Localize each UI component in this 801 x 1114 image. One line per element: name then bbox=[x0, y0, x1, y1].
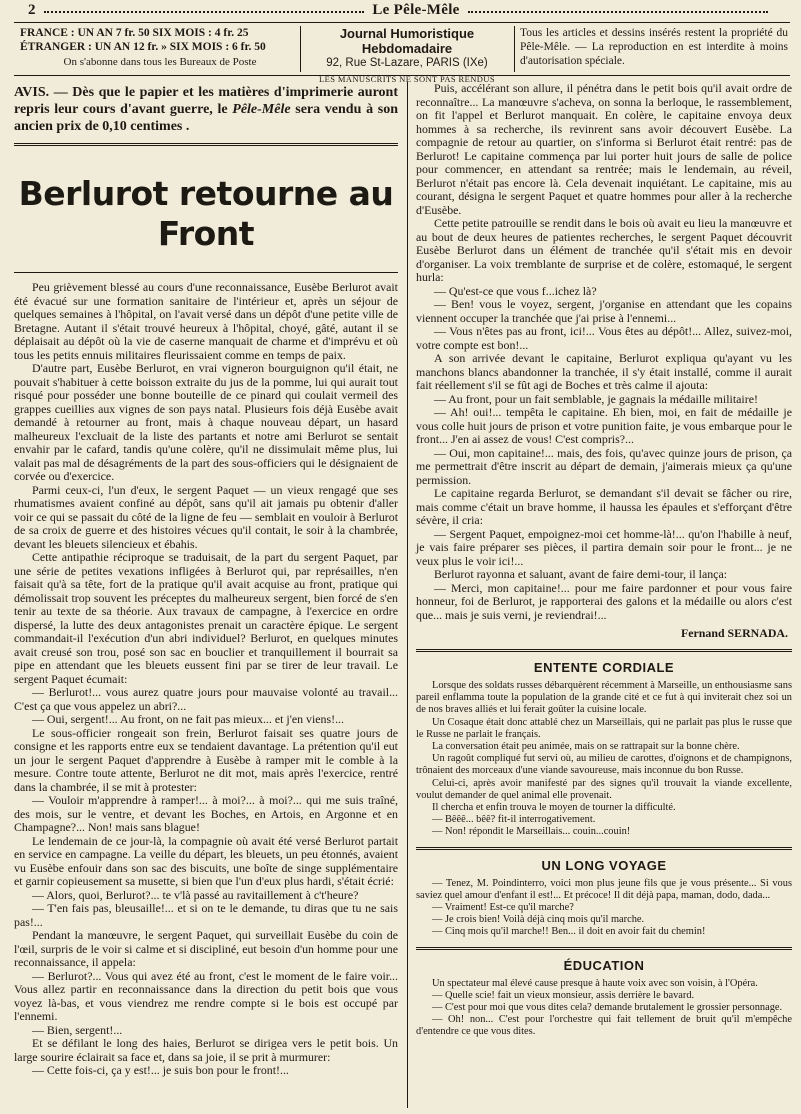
article-paragraph: Et se défilant le long des haies, Berlurot se dirigea vers le petit bois. Un large sourire éclairait sa face et, dans sa joie, il se prit à murmurer: bbox=[14, 1036, 398, 1064]
section-paragraph: Un spectateur mal élevé cause presque à haute voix avec son voisin, à l'Opéra. bbox=[432, 977, 758, 989]
article-paragraph: — T'en fais pas, bleusaille!... et si on te le demande, tu diras que tu ne sais pas!... bbox=[14, 901, 398, 929]
article-paragraph: Le sous-officier rongeait son frein, Berlurot faisait ses quatre jours de consigne et les rapports entre eux se tendaient davantage. La prétention qu'il eut un jour le sergent Paquet d'apprendre à Eusèbe à ramper mit le comble à la mesure. Contre toute attente, Berlurot ne dit mot, mais après l'exercice, rentré dans la chambrée, il se mit à protester: bbox=[14, 725, 398, 794]
article-paragraph: Puis, accélérant son allure, il pénétra dans le petit bois qu'il avait ordre de reconnaître... La manœuvre s'acheva, on sonna la berloque, le rassemblement, on fit l'appel et Berlurot manquait. En colère, le capitaine envoya deux hommes à sa recherche, ils revinrent sans avoir découvert Eusèbe. La compagnie de retour au quartier, on s'informa si Berlurot était rentré: pas de Berlurot! Le capitaine commença par lui porter huit jours de salle de police pour commencer, en attendant sa rentrée; mais le lendemain, au réveil, Berlurot n'était pas encore là. Cela devenait inquiétant. Le capitaine, mis au courant, désigna le sergent Paquet et quatre hommes pour aller à la recherche d'Eusèbe. bbox=[416, 81, 792, 217]
journal-title: Journal Humoristique Hebdomadaire bbox=[339, 26, 475, 56]
section-paragraph: — Quelle scie! fait un vieux monsieur, assis derrière le bavard. bbox=[432, 989, 695, 1001]
avis-lead: AVIS. bbox=[14, 85, 50, 100]
section-title: UN LONG VOYAGE bbox=[541, 857, 667, 873]
article-paragraph: — Oui, mon capitaine!... mais, des fois, qu'avec quinze jours de prison, ça me permettrait d'être inscrit au départ de demain, j'aimerais mieux ça qu'une permission. bbox=[416, 445, 792, 487]
article-body-right bbox=[416, 82, 792, 622]
avis-notice bbox=[14, 84, 398, 135]
journal-address: 92, Rue St-Lazare, PARIS (IXe) bbox=[326, 57, 488, 69]
subscription-france: FRANCE : UN AN 7 fr. 50 SIX MOIS : 4 fr. 25 bbox=[20, 27, 249, 39]
page-header bbox=[0, 0, 801, 84]
section-body bbox=[416, 978, 792, 1039]
article-paragraph: — Oui, sergent!... Au front, on ne fait pas mieux... et j'en viens!... bbox=[32, 712, 345, 726]
section-paragraph: — Cinq mois qu'il marche!! Ben... il doit en avoir fait du chemin! bbox=[432, 926, 706, 938]
article-paragraph: Le capitaine regarda Berlurot, se demandant s'il devait se fâcher ou rire, mais comme c'était un brave homme, il haussa les épaules et s'efforçant d'être sévère, il cria: bbox=[416, 486, 792, 527]
section-paragraph: — Tenez, M. Poindinterro, voici mon plus jeune fils que je vous présente... Si vous saviez quel amour d'enfant il est!... Et précoce! Il dit déjà papa, maman, dodo, dada... bbox=[416, 877, 792, 901]
article-paragraph: — Berlurot?... Vous qui avez été au front, c'est le moment de le faire voir... Vous allez partir en reconnaissance dans la direction du petit bois que vous voyez là-bas, et vous viendrez me rendre compte si le bois est occupé par l'ennemi. bbox=[14, 968, 398, 1023]
article-paragraph: — Alors, quoi, Berlurot?... te v'là passé au ravitaillement à c't'heure? bbox=[32, 887, 359, 902]
section-paragraph: — Non! répondit le Marseillais... couin...couin! bbox=[432, 826, 631, 838]
section-paragraph: — Bêêê... bêê? fit-il interrogativement. bbox=[432, 814, 596, 826]
header-rule bbox=[14, 22, 790, 23]
section-paragraph: Un Cosaque était donc attablé chez un Marseillais, qui ne parlait pas plus le russe que le Russe ne parlait le français. bbox=[416, 716, 792, 740]
section-paragraph: — Je crois bien! Voilà déjà cinq mois qu'il marche. bbox=[432, 914, 645, 926]
header-top-line bbox=[0, 2, 801, 22]
article-paragraph: D'autre part, Eusèbe Berlurot, en vrai vigneron bourguignon qu'il était, ne pouvait s'habituer à cette boisson extraite du jus de la pomme, lui qui aurait tout risqué pour posséder une bonne bouteille de ce pinard qui coulait vermeil des grappes cueillies aux vignes de son pays natal. Plusieurs fois déjà Eusèbe avait demandé à retourner au front, mais à chaque nouveau départ, un hasard malheureux l'excluait de la liste des partants et notre ami Berlurot se sentait envahir par le cafard, tandis qu'une colère, qu'il ne dissimulait même plus, lui valait pas mal de désagréments de la part des sous-officiers qui le désignaient de corvée ou d'exercice. bbox=[14, 361, 398, 483]
header-ornament-right bbox=[468, 11, 768, 15]
avis-text-before: — Dès que le papier et les matières d'imprimerie auront repris leur cours d'avant guerre, le bbox=[14, 85, 398, 117]
article-paragraph: — Bien, sergent!... bbox=[32, 1022, 123, 1037]
header-divider-2 bbox=[514, 26, 515, 72]
header-ornament-left bbox=[44, 11, 364, 15]
subscription-abroad: ÉTRANGER : UN AN 12 fr. » SIX MOIS : 6 fr. 50 bbox=[20, 41, 266, 53]
section-paragraph: Lorsque des soldats russes débarquèrent récemment à Marseille, un enthousiasme sans pareil enflamma toute la population de la grande cité et ce fut à qui inviterait chez soi un de nos braves alliés et lui ferait goûter la cuisine locale. bbox=[416, 680, 792, 716]
section-paragraph: Celui-ci, après avoir manifesté par des signes qu'il trouvait la viande excellente, voulut demander de quel animal elle provenait. bbox=[416, 777, 792, 801]
article-paragraph: — Cette fois-ci, ça y est!... je suis bon pour le front!... bbox=[32, 1063, 289, 1077]
article-paragraph: Peu grièvement blessé au cours d'une reconnaissance, Eusèbe Berlurot avait été évacué sur une formation sanitaire de l'intérieur et, après un séjour de quelques semaines à l'hôpital, on l'avait versé dans un dépôt d'une petite ville de Bretagne. Autant il s'était trouvé heureux à l'hôpital, choyé, gâté, autant il se déplaisait au dépôt où la vie de caserne manquait de charme et d'imprévu et où tous les petits ennuis militaires fleurissaient comme en temps de paix. bbox=[14, 280, 398, 362]
section-title: ENTENTE CORDIALE bbox=[533, 660, 675, 675]
header-bottom-rule bbox=[14, 75, 790, 76]
article-paragraph: Cette antipathie réciproque se traduisait, de la part du sergent Paquet, par une série de petites vexations infligées à Berlurot qui, par représailles, n'en faisait qu'à sa tête, fort de la pratique qu'il avait acquise au front, pratique qui démolissait trop souvent les préceptes du malheureux sergent, bien forcé de s'en tenir au texte de sa théorie. Aux travaux de campagne, à l'exercice en ordre dispersé, la lutte des deux antagonistes prenait un caractère épique. Le sergent commandait-il l'exécution d'un abri individuel? Berlurot, en quelques minutes avait creusé son trou, posé son sac en bouclier et tranquillement il bourrait sa pipe en attendant que les bleuets eussent fini par se tirer de leur travail. Le sergent Paquet écumait: bbox=[14, 550, 398, 686]
article-paragraph: Cette petite patrouille se rendit dans le bois où avait eu lieu la manœuvre et au bout de deux heures de patientes recherches, le sergent Paquet découvrit Eusèbe Berlurot dans un élément de tranchée qu'il s'était mis en devoir d'organiser. La voix tremblante de surprise et de colère, estomaqué, le sergent hurla: bbox=[416, 216, 792, 284]
section-rule bbox=[416, 649, 792, 652]
section-body bbox=[416, 878, 792, 939]
right-column bbox=[416, 82, 792, 1039]
section-body bbox=[416, 680, 792, 839]
section-paragraph: — Vraiment! Est-ce qu'il marche? bbox=[432, 902, 574, 914]
article-signature: Fernand SERNADA. bbox=[680, 626, 788, 640]
article-body-left bbox=[14, 281, 398, 1078]
article-paragraph: Berlurot rayonna et saluant, avant de faire demi-tour, il lança: bbox=[434, 567, 728, 581]
article-paragraph: — Merci, mon capitaine!... pour me faire pardonner et pour vous faire honneur, foi de Berlurot, je rapporterai des galons et la médaille ou alors c'est que... mais je suis verni, je reviendrai!... bbox=[416, 580, 792, 622]
title-rule bbox=[14, 272, 398, 273]
article-paragraph: — Sergent Paquet, empoignez-moi cet homme-là!... qu'on l'habille à neuf, je vais faire préparer ses pièces, il partira demain soir pour le front... je ne veux plus le voir ici!... bbox=[416, 526, 792, 568]
article-title: Berlurot retourne au Front bbox=[18, 174, 394, 253]
subscription-note: On s'abonne dans tous les Bureaux de Poste bbox=[63, 56, 257, 68]
article-paragraph: A son arrivée devant le capitaine, Berlurot expliqua qu'ayant vu les manchons blancs abandonner la tranchée, il s'y était installé, comme il aurait fait réellement s'il se fût agi de Boches et très calme il ajouta: bbox=[416, 351, 792, 392]
article-paragraph: — Vouloir m'apprendre à ramper!... à moi?... à moi?... qui me suis traîné, des mois, sur le ventre, et devant les Boches, en Artois, en Argonne et en Champagne?... Non! mais sans blague! bbox=[14, 793, 398, 834]
ornament-rule bbox=[14, 143, 398, 154]
rights-notice: Tous les articles et dessins insérés restent la propriété du Pêle-Mêle. — La reproduction en est interdite à moins d'autorisation spéciale. bbox=[520, 27, 788, 67]
journal-box bbox=[300, 26, 514, 87]
section-paragraph: La conversation était peu animée, mais on se rattrapait sur la bonne chère. bbox=[432, 741, 740, 753]
article-paragraph: — Ah! oui!... tempêta le capitaine. Eh bien, moi, en fait de médaille je vous colle huit jours de prison et votre punition faite, je vous embarque pour le front... J'en ai assez de vous! C'est compris?... bbox=[416, 405, 792, 446]
column-separator bbox=[407, 82, 408, 1108]
section-paragraph: — C'est pour moi que vous dites cela? demande brutalement le grossier personnage. bbox=[432, 1002, 783, 1014]
article-paragraph: — Vous n'êtes pas au front, ici!... Vous êtes au dépôt!... Allez, suivez-moi, votre compte est bon!... bbox=[416, 324, 792, 352]
article-paragraph: — Au front, pour un fait semblable, je gagnais la médaille militaire! bbox=[434, 391, 758, 406]
section-title: ÉDUCATION bbox=[563, 957, 645, 973]
left-column bbox=[14, 82, 398, 1078]
article-paragraph: Pendant la manœuvre, le sergent Paquet, qui surveillait Eusèbe du coin de l'œil, surpris de le voir si calme et si discipliné, eut besoin d'un homme pour une reconnaissance, il appela: bbox=[14, 928, 398, 969]
section-paragraph: Un ragoût compliqué fut servi où, au milieu de carottes, d'oignons et de champignons, trônaient des morceaux d'une viande savoureuse, mais inconnue du bon Russe. bbox=[416, 753, 792, 777]
section-rule bbox=[416, 847, 792, 850]
short-pieces bbox=[416, 649, 792, 1039]
subscription-box bbox=[20, 26, 300, 69]
section-rule bbox=[416, 947, 792, 950]
article-paragraph: — Qu'est-ce que vous f...ichez là? bbox=[434, 283, 597, 298]
section-paragraph: — Oh! non... C'est pour l'orchestre qui fait tellement de bruit qu'il m'empêche d'entendre ce que vous dites. bbox=[416, 1014, 792, 1038]
article-paragraph: — Ben! vous le voyez, sergent, j'organise en attendant que les copains viennent occuper la tranchée que j'ai prise à l'ennemi... bbox=[416, 297, 792, 325]
article-paragraph: — Berlurot!... vous aurez quatre jours pour mauvaise volonté au travail... C'est ça que vous appelez un abri?... bbox=[14, 685, 398, 713]
masthead: Le Pêle-Mêle bbox=[372, 2, 460, 18]
manuscripts-note: LES MANUSCRITS NE SONT PAS RENDUS bbox=[319, 74, 495, 84]
article-paragraph: Parmi ceux-ci, l'un d'eux, le sergent Paquet — un vieux rengagé que ses rhumatismes avaient confiné au dépôt, sans qu'il ait jamais pu obtenir d'aller voir ce qui se passait du côté de la ligne de feu — semblait en vouloir à Berlurot de sa croix de guerre et des histoires vécues qu'il contait, le soir à la chambrée, devant les bleuets silencieux et ébahis. bbox=[14, 482, 398, 551]
page-number: 2 bbox=[28, 2, 36, 18]
section-paragraph: Il chercha et enfin trouva le moyen de tourner la difficulté. bbox=[432, 802, 676, 814]
avis-text-after: sera vendu à son ancien prix de 0,10 centimes . bbox=[14, 102, 398, 134]
article-paragraph: Le lendemain de ce jour-là, la compagnie où avait été versé Berlurot partait en service en campagne. La veille du départ, les bleuets, un peu étonnés, avaient vu Eusèbe enfouir dans son sac des biscuits, une boîte de singe supplémentaire et garnir copieusement sa musette, si bien que l'un d'eux plus hardi, s'était écrié: bbox=[14, 833, 398, 888]
avis-journal-name: Pêle-Mêle bbox=[232, 102, 291, 117]
